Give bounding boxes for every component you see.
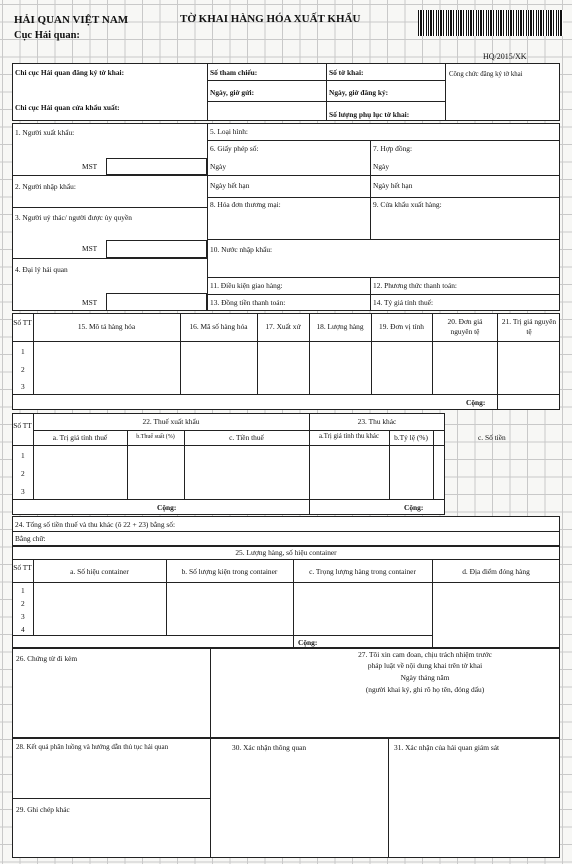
exporter-mst-label: MST [82,162,98,171]
other-tax-header: 23. Thu khác [357,417,397,426]
form-title: TỜ KHAI HÀNG HÓA XUẤT KHẨU [180,13,361,25]
tax-row-number: 2 [21,469,25,478]
registration-officer-label: Công chức đăng ký tờ khai [449,71,523,78]
other-col-amount: c. Số tiền [478,433,506,442]
goods-col-no: Số TT [13,318,32,327]
export-tax-total-label: Cộng: [157,503,177,512]
other-col-rate: b.Tỷ lệ (%) [394,433,428,442]
tax-col-rate: b.Thuế suất (%) [136,434,175,440]
container-row-number: 1 [21,586,25,595]
other-notes-label: 29. Ghi chép khác [16,805,70,814]
goods-col-unit: 19. Đơn vị tính [379,322,424,331]
delivery-terms-label: 11. Điều kiện giao hàng: [210,281,283,290]
routing-result-label: 28. Kết quả phân luồng và hướng dẫn thủ tục hải quan [16,743,169,751]
total-tax-label: 24. Tổng số tiền thuế và thu khác (ô 22 + 23) bằng số: [15,520,176,529]
clearance-confirmation-label: 30. Xác nhận thông quan [232,743,307,752]
goods-row-number: 1 [21,347,25,356]
tax-row-number: 3 [21,487,25,496]
import-country-label: 10. Nước nhập khẩu: [210,245,273,254]
supervision-confirmation-label: 31. Xác nhận của hải quan giám sát [394,743,500,752]
container-row-number: 2 [21,599,25,608]
goods-total-label: Cộng: [466,398,486,407]
tax-col-no: Số TT [13,421,32,430]
other-tax-total-label: Cộng: [404,503,424,512]
reference-number-label: Số tham chiếu: [210,68,258,77]
tax-col-amount: c. Tiền thuế [229,433,264,442]
exchange-rate-label: 14. Tỷ giá tính thuế: [373,298,434,307]
tax-row-number: 1 [21,451,25,460]
goods-col-value: 21. Trị giá nguyên tệ [501,317,557,336]
authorized-label: 3. Người uỷ thác/ người được ủy quyền [15,213,132,222]
attached-documents-label: 26. Chứng từ đi kèm [16,654,78,663]
tax-col-taxable-value: a. Trị giá tính thuế [52,433,108,442]
customs-agent-label: 4. Đại lý hải quan [15,265,68,274]
commitment-date: Ngày tháng năm [400,673,450,682]
commitment-signature-note: (người khai ký, ghi rõ họ tên, đóng dấu) [365,685,485,694]
container-row-number: 3 [21,612,25,621]
authorized-mst-label: MST [82,244,98,253]
payment-method-label: 12. Phương thức thanh toán: [373,281,457,290]
container-row-number: 4 [21,625,25,634]
border-branch-label: Chi cục Hải quan cửa khẩu xuất: [15,103,120,112]
agent-mst-field[interactable] [106,293,207,311]
goods-col-quantity: 18. Lượng hàng [316,322,364,331]
agent-mst-label: MST [82,298,98,307]
declaration-number-label: Số tờ khai: [329,68,364,77]
other-col-value: a.Trị giá tính thu khác [319,433,379,440]
exporter-mst-field[interactable] [106,158,207,175]
appendix-count-label: Số lượng phụ lục tờ khai: [329,110,410,119]
contract-date-label: Ngày [373,162,390,171]
container-col-location: d. Địa điểm đóng hàng [462,567,530,576]
goods-col-unit-price: 20. Đơn giá nguyên tệ [447,317,483,336]
exporter-label: 1. Người xuất khẩu: [15,128,75,137]
barcode-image [418,10,563,36]
org-title: HẢI QUAN VIỆT NAM [14,14,129,26]
export-tax-header: 22. Thuế xuất khẩu [142,417,200,426]
goods-col-description: 15. Mô tả hàng hóa [77,322,136,331]
license-expiry-label: Ngày hết hạn [210,181,250,190]
exit-gate-label: 9. Cửa khẩu xuất hàng: [373,200,442,209]
goods-row-number: 2 [21,365,25,374]
license-date-label: Ngày [210,162,227,171]
form-code: HQ/2015/XK [483,52,527,61]
commitment-line-1: 27. Tôi xin cam đoan, chịu trách nhiệm trước [358,650,492,659]
container-section-title: 25. Lượng hàng, số hiệu container [235,548,337,557]
invoice-label: 8. Hóa đơn thương mại: [210,200,281,209]
commitment-line-2: pháp luật về nội dung khai trên tờ khai [367,661,483,670]
container-table [12,546,560,648]
container-total-label: Cộng: [298,638,318,647]
license-label: 6. Giấy phép số: [210,144,259,153]
register-branch-label: Chi cục Hải quan đăng ký tờ khai: [15,68,125,77]
container-col-packages: b. Số lượng kiện trong container [181,567,278,576]
container-col-number: a. Số hiệu container [70,567,129,576]
amount-in-words-label: Bằng chữ: [15,534,46,543]
send-datetime-label: Ngày, giờ gửi: [210,88,255,97]
goods-col-origin: 17. Xuất xứ [265,322,301,331]
goods-col-hs-code: 16. Mã số hàng hóa [189,322,248,331]
customs-department-label: Cục Hải quan: [14,30,80,41]
authorized-mst-field[interactable] [106,240,207,258]
registration-datetime-label: Ngày, giờ đăng ký: [329,88,389,97]
container-col-weight: c. Trọng lượng hàng trong container [309,567,416,576]
container-col-no: Số TT [13,563,32,572]
contract-label: 7. Hợp đồng: [373,144,413,153]
currency-label: 13. Đồng tiền thanh toán: [210,298,286,307]
type-label: 5. Loại hình: [210,127,248,136]
importer-label: 2. Người nhập khẩu: [15,182,76,191]
contract-expiry-label: Ngày hết hạn [373,181,413,190]
goods-row-number: 3 [21,382,25,391]
